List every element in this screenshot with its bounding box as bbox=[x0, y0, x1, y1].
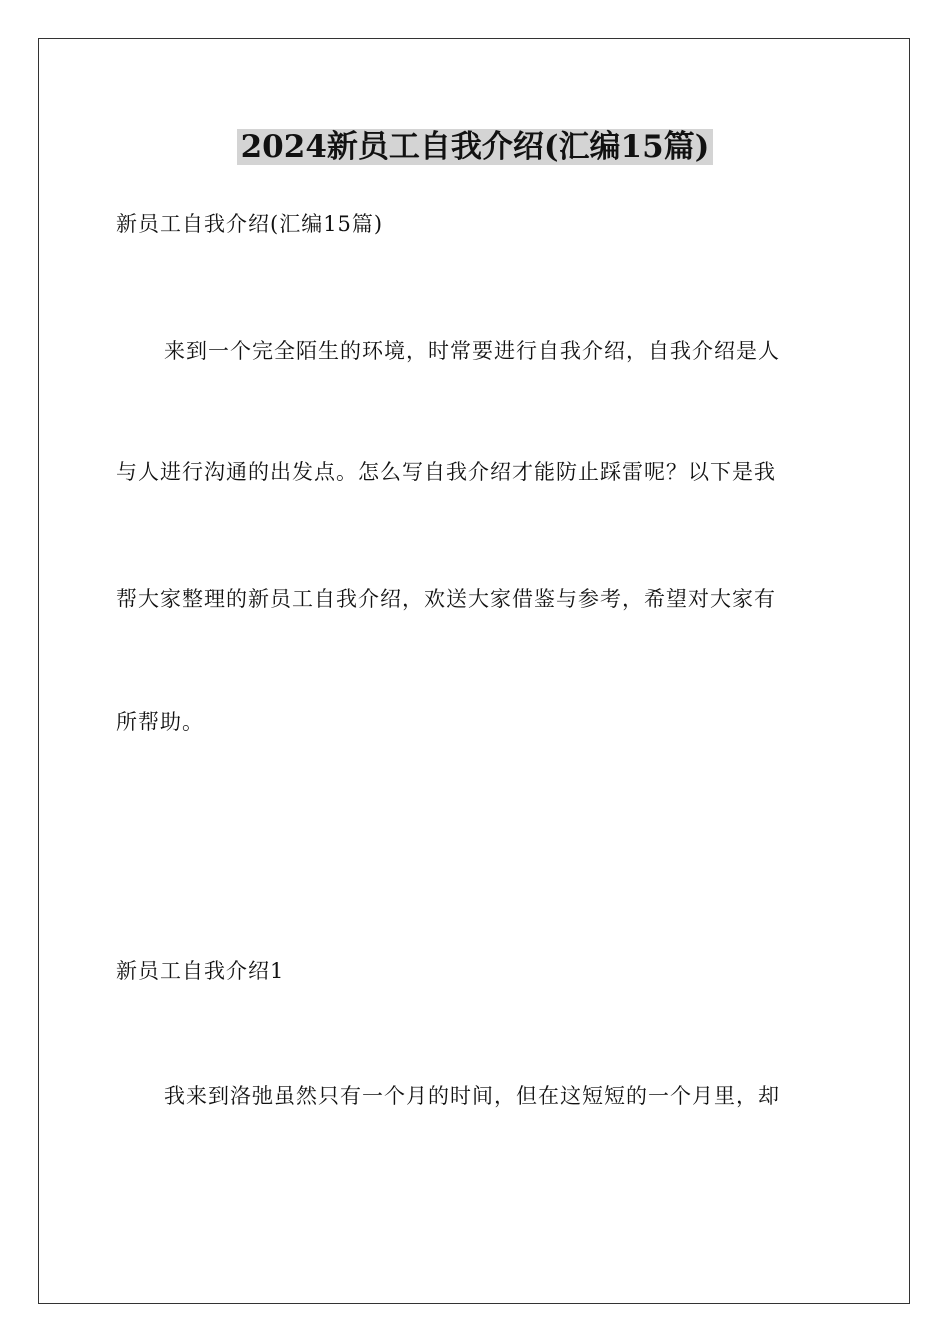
intro-paragraph-line: 帮大家整理的新员工自我介绍，欢送大家借鉴与参考，希望对大家有 bbox=[116, 587, 776, 611]
section-heading: 新员工自我介绍1 bbox=[116, 959, 285, 983]
section-paragraph-line: 我来到洛弛虽然只有一个月的时间，但在这短短的一个月里，却 bbox=[164, 1084, 780, 1108]
intro-paragraph-line: 所帮助。 bbox=[116, 710, 204, 734]
intro-paragraph-line: 与人进行沟通的出发点。怎么写自我介绍才能防止踩雷呢？以下是我 bbox=[116, 460, 776, 484]
intro-paragraph-line: 来到一个完全陌生的环境，时常要进行自我介绍，自我介绍是人 bbox=[164, 339, 780, 363]
document-title-text: 2024新员工自我介绍(汇编15篇) bbox=[237, 129, 714, 165]
document-subtitle: 新员工自我介绍(汇编15篇) bbox=[116, 212, 384, 236]
document-title bbox=[0, 126, 950, 168]
